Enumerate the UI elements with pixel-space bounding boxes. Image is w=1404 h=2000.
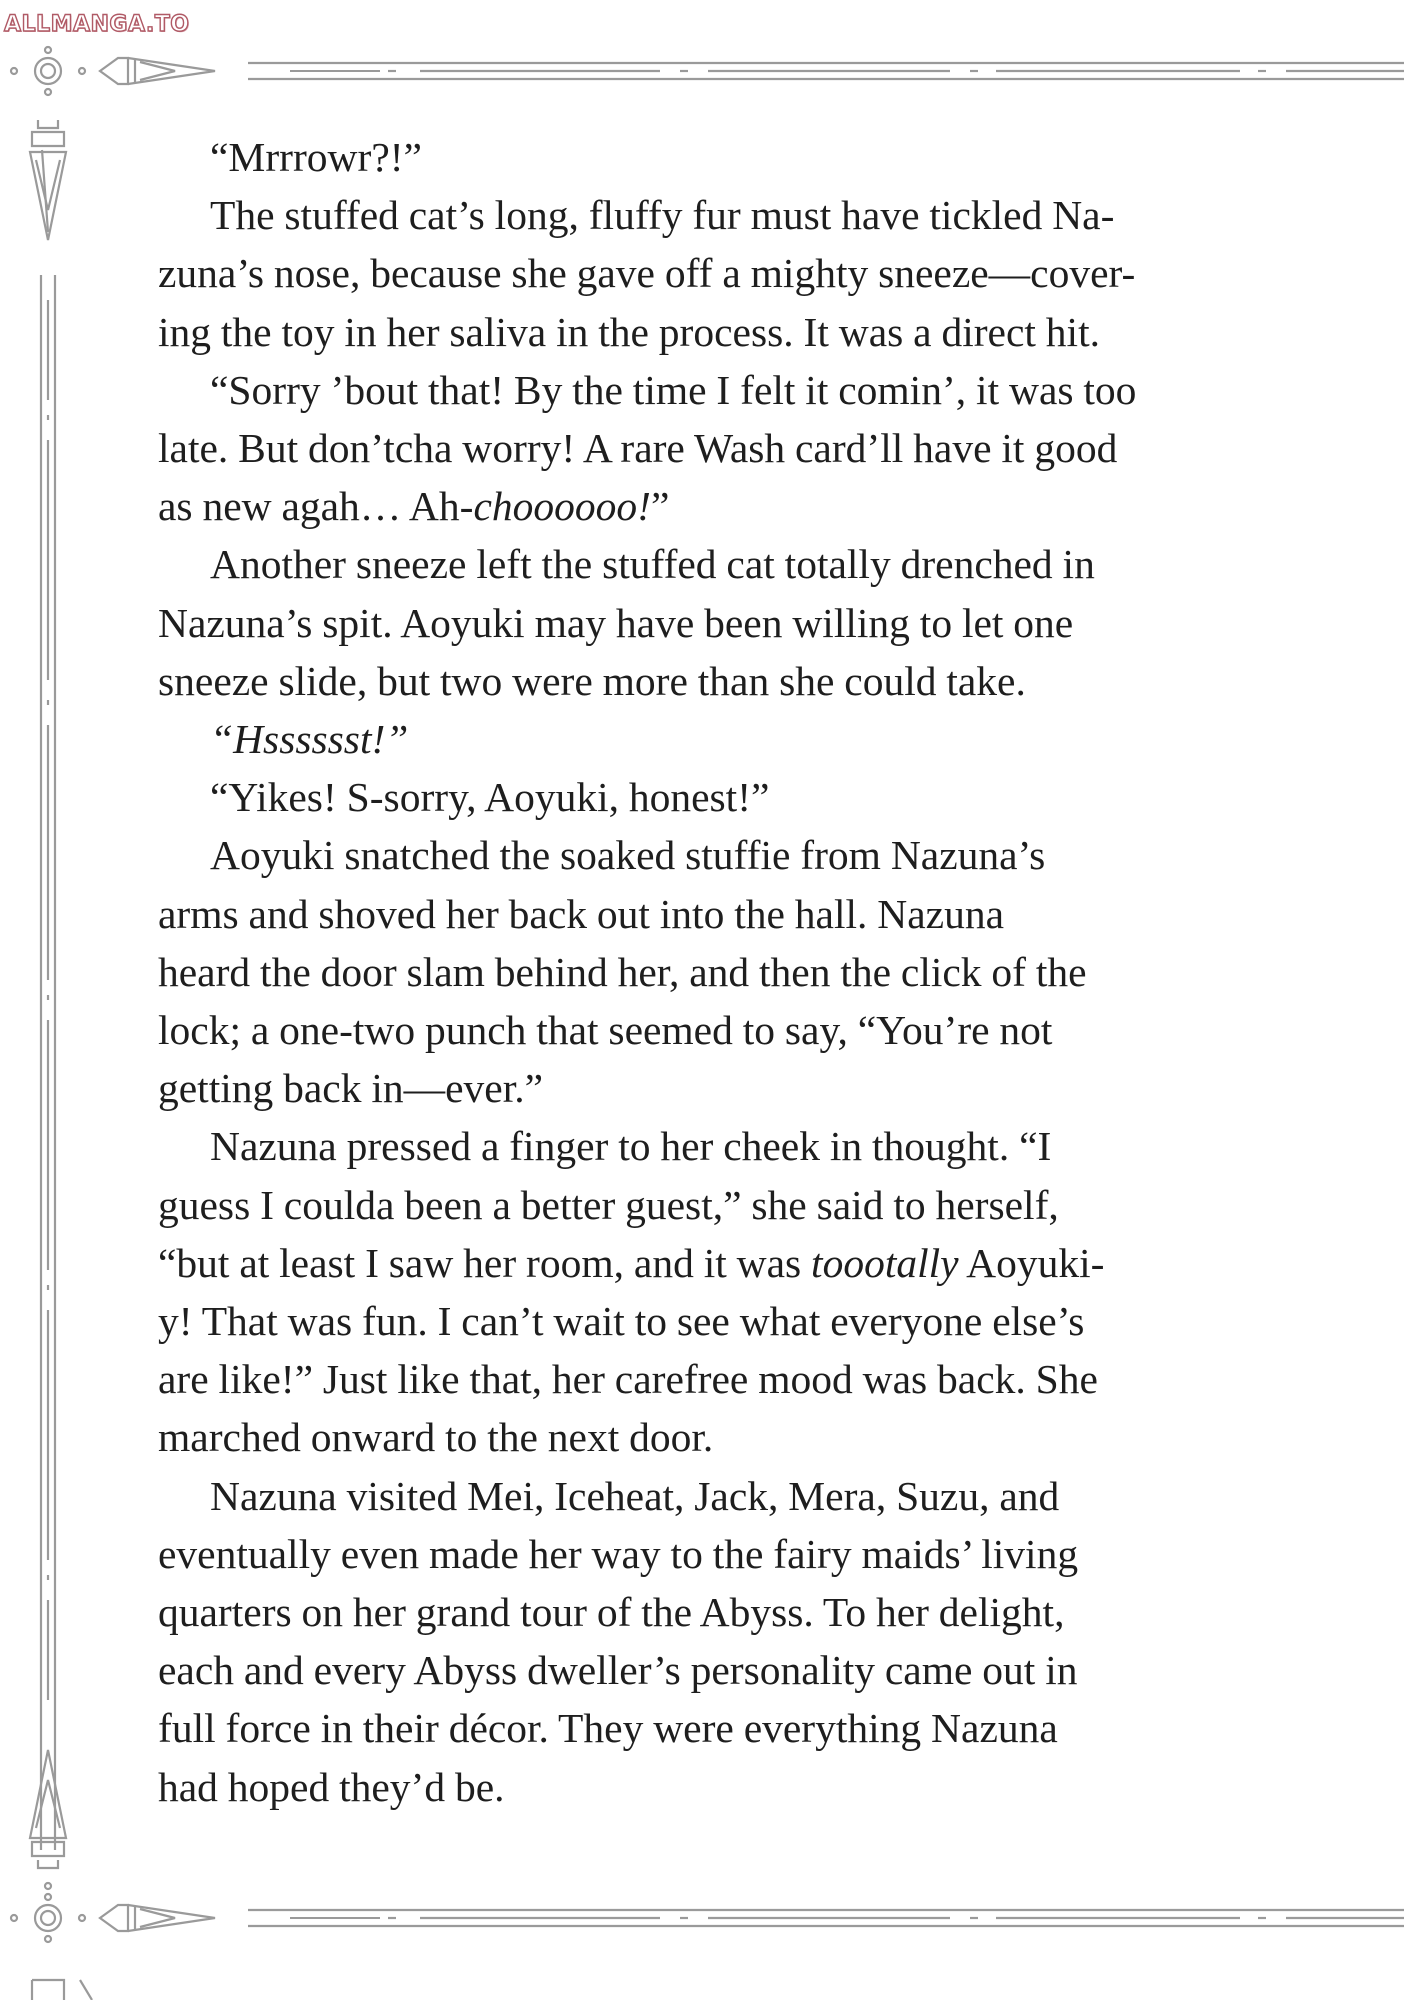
text-line [158, 1001, 1238, 1059]
text-span: full force in their décor. They were everything Nazuna [158, 1705, 1058, 1752]
text-line [158, 1758, 1238, 1816]
text-line [158, 943, 1238, 1001]
text-line [158, 768, 1238, 826]
text-span: zuna’s nose, because she gave off a mighty sneeze—cover- [158, 250, 1136, 297]
text-line [158, 535, 1238, 593]
text-span: Nazuna pressed a finger to her cheek in thought. “I [210, 1123, 1052, 1170]
text-line [158, 244, 1238, 302]
text-span: ing the toy in her saliva in the process. It was a direct hit. [158, 308, 1100, 355]
text-line [158, 1641, 1238, 1699]
text-span: arms and shoved her back out into the hall. Nazuna [158, 890, 1004, 937]
text-line [158, 419, 1238, 477]
text-span: had hoped they’d be. [158, 1763, 505, 1810]
text-span: getting back in—ever.” [158, 1065, 544, 1112]
text-line [158, 885, 1238, 943]
text-line [158, 710, 1238, 768]
top-rule [248, 63, 1404, 79]
bottom-rule [248, 1910, 1404, 1926]
text-line [158, 1059, 1238, 1117]
left-rule [41, 275, 55, 1850]
text-line [158, 1234, 1238, 1292]
text-line [158, 1699, 1238, 1757]
text-span: are like!” Just like that, her carefree mood was back. She [158, 1356, 1098, 1403]
text-span: Nazuna’s spit. Aoyuki may have been willing to let one [158, 599, 1074, 646]
text-span: marched onward to the next door. [158, 1414, 714, 1461]
text-line [158, 361, 1238, 419]
novel-page-text [158, 128, 1238, 1816]
italic-text: choooooo! [473, 483, 651, 530]
text-span: late. But don’tcha worry! A rare Wash card’ll have it good [158, 425, 1118, 472]
text-span: each and every Abyss dweller’s personality came out in [158, 1647, 1078, 1694]
text-span: heard the door slam behind her, and then the click of the [158, 948, 1087, 995]
text-line [158, 1583, 1238, 1641]
text-line [158, 826, 1238, 884]
text-span: “Mrrrowr?!” [210, 134, 422, 180]
text-span: quarters on her grand tour of the Abyss. To her delight, [158, 1589, 1065, 1636]
text-span: y! That was fun. I can’t wait to see what everyone else’s [158, 1298, 1085, 1345]
text-line [158, 1467, 1238, 1525]
bottom-left-ornament [11, 1894, 215, 2000]
italic-text: “Hsssssst!” [210, 716, 409, 763]
text-line [158, 303, 1238, 361]
text-line [158, 1408, 1238, 1466]
text-span: “but at least I saw her room, and it was [158, 1239, 812, 1286]
text-span: eventually even made her way to the fairy maids’ living [158, 1530, 1079, 1577]
italic-text: toootally [811, 1239, 959, 1286]
text-line [158, 1176, 1238, 1234]
text-span: as new agah… Ah- [158, 483, 474, 530]
text-span: ” [650, 483, 670, 530]
text-line [158, 1525, 1238, 1583]
text-span: Aoyuki snatched the soaked stuffie from Nazuna’s [210, 832, 1046, 879]
text-line [158, 1292, 1238, 1350]
text-span: lock; a one-two punch that seemed to say, “You’re not [158, 1007, 1053, 1054]
site-watermark: ALLMANGA.TO [4, 12, 190, 37]
text-line [158, 128, 1238, 186]
left-pendant-bottom [30, 1750, 66, 1889]
text-line [158, 1350, 1238, 1408]
text-span: The stuffed cat’s long, fluffy fur must have tickled Na- [210, 192, 1115, 239]
text-span: Nazuna visited Mei, Iceheat, Jack, Mera, Suzu, and [210, 1472, 1060, 1519]
text-span: Aoyuki- [958, 1239, 1105, 1286]
text-span: “Sorry ’bout that! By the time I felt it comin’, it was too [210, 366, 1137, 413]
top-left-ornament [11, 47, 215, 95]
text-line [158, 186, 1238, 244]
text-line [158, 477, 1238, 535]
text-line [158, 1117, 1238, 1175]
text-line [158, 594, 1238, 652]
left-pendant-top [30, 120, 66, 240]
text-span: guess I coulda been a better guest,” she said to herself, [158, 1181, 1059, 1228]
text-span: sneeze slide, but two were more than she could take. [158, 657, 1026, 704]
text-span: Another sneeze left the stuffed cat totally drenched in [210, 541, 1095, 588]
text-line [158, 652, 1238, 710]
text-span: “Yikes! S-sorry, Aoyuki, honest!” [210, 774, 770, 821]
